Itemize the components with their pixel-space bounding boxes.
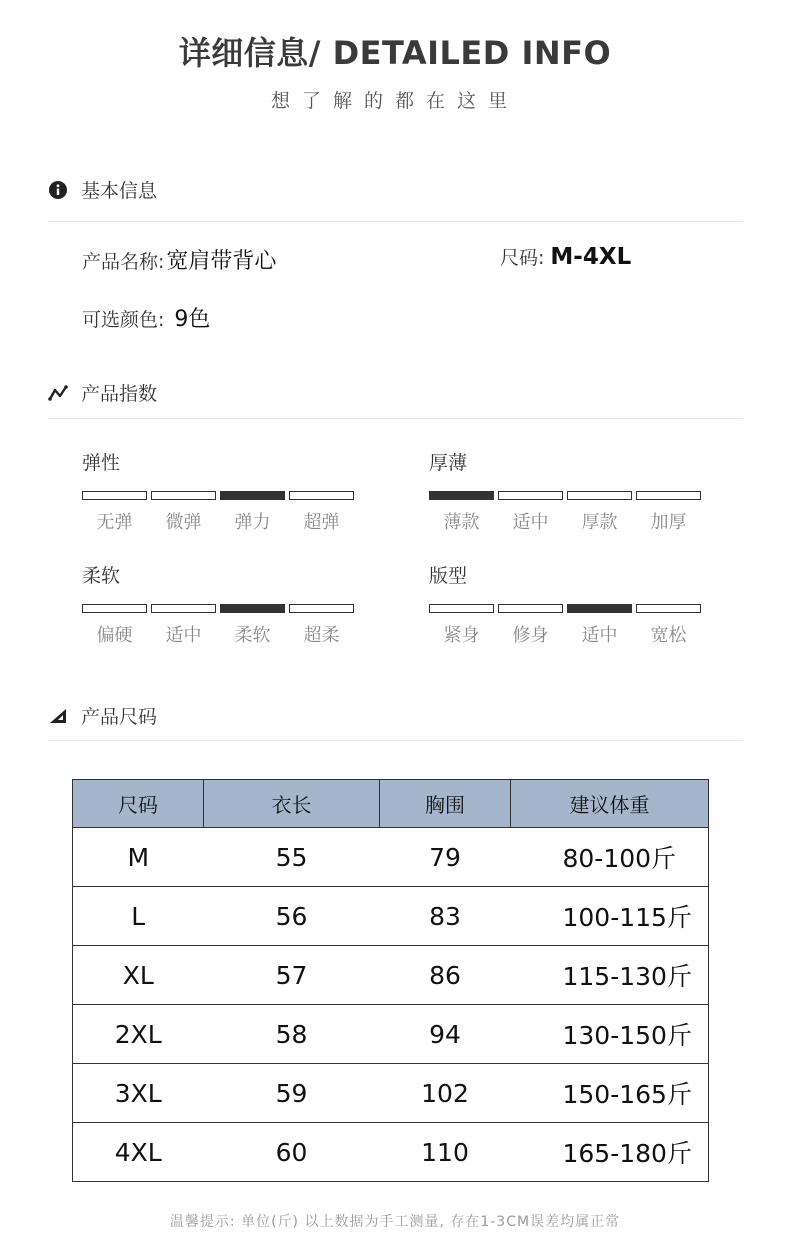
index-option-label: 紧身: [443, 625, 480, 646]
table-row: [73, 946, 709, 1005]
size-table: [72, 779, 709, 1182]
basic-info-heading-text: 基本信息: [81, 180, 158, 202]
index-option-label: 适中: [581, 625, 618, 646]
cell-chest: 94: [380, 1005, 511, 1064]
index-segment: [289, 604, 354, 613]
index-segment: [636, 604, 701, 613]
size-range-row: [500, 243, 631, 270]
index-group: [82, 561, 354, 647]
index-segment-selected: [567, 604, 632, 613]
index-option-label: 加厚: [650, 512, 687, 533]
index-group: [82, 448, 354, 534]
cell-length: 58: [204, 1005, 380, 1064]
cell-chest: 79: [380, 828, 511, 887]
index-option-label: 修身: [512, 625, 549, 646]
index-segment: [151, 491, 216, 500]
index-segment: [151, 604, 216, 613]
index-segment: [429, 604, 494, 613]
cell-weight: 165-180斤: [511, 1123, 709, 1182]
size-heading: [48, 702, 157, 729]
cell-weight: 150-165斤: [511, 1064, 709, 1123]
triangle-ruler-icon: [48, 706, 68, 726]
index-option-labels: [429, 621, 701, 647]
cell-size: L: [73, 887, 204, 946]
index-group-label: 柔软: [82, 565, 121, 587]
table-row: [73, 1123, 709, 1182]
cell-weight: 115-130斤: [511, 946, 709, 1005]
cell-length: 59: [204, 1064, 380, 1123]
index-option-labels: [82, 621, 354, 647]
size-range-label: 尺码:: [500, 247, 545, 269]
cell-weight: 80-100斤: [511, 828, 709, 887]
page-subtitle: 想了解的都在这里: [270, 90, 519, 112]
index-group: [429, 448, 701, 534]
size-table-header: [73, 780, 709, 828]
col-header-size: 尺码: [73, 780, 204, 828]
divider: [48, 418, 743, 419]
index-group-label: 版型: [429, 565, 468, 587]
index-heading: [48, 379, 157, 406]
index-segment: [567, 491, 632, 500]
col-header-length: 衣长: [204, 780, 380, 828]
col-header-weight: 建议体重: [511, 780, 709, 828]
cell-chest: 86: [380, 946, 511, 1005]
index-option-label: 超柔: [303, 625, 340, 646]
cell-size: 4XL: [73, 1123, 204, 1182]
cell-size: XL: [73, 946, 204, 1005]
trend-line-icon: [48, 383, 68, 403]
index-group: [429, 561, 701, 647]
colors-label: 可选颜色:: [82, 309, 165, 331]
cell-length: 57: [204, 946, 380, 1005]
index-option-label: 薄款: [443, 512, 480, 533]
cell-size: 2XL: [73, 1005, 204, 1064]
index-segment: [636, 491, 701, 500]
index-option-label: 厚款: [581, 512, 618, 533]
index-group-label: 弹性: [82, 452, 121, 474]
index-scale-bar: [82, 491, 354, 500]
cell-length: 60: [204, 1123, 380, 1182]
footer-note: 温馨提示: 单位(斤) 以上数据为手工测量, 存在1-3CM误差均属正常: [169, 1214, 621, 1230]
cell-weight: 130-150斤: [511, 1005, 709, 1064]
index-scale-bar: [429, 491, 701, 500]
index-option-label: 无弹: [96, 512, 133, 533]
info-circle-icon: [48, 180, 68, 200]
index-segment-selected: [220, 604, 285, 613]
index-option-label: 柔软: [234, 625, 271, 646]
divider: [48, 740, 743, 741]
col-header-chest: 胸围: [380, 780, 511, 828]
index-option-label: 弹力: [234, 512, 271, 533]
table-row: [73, 887, 709, 946]
index-option-label: 适中: [165, 625, 202, 646]
index-segment: [498, 491, 563, 500]
colors-value: 9色: [174, 307, 211, 332]
page-title: 详细信息/ DETAILED INFO: [178, 34, 612, 72]
colors-row: [82, 302, 210, 333]
product-name-value: 宽肩带背心: [166, 249, 277, 274]
cell-size: M: [73, 828, 204, 887]
index-segment: [498, 604, 563, 613]
index-segment-selected: [429, 491, 494, 500]
cell-size: 3XL: [73, 1064, 204, 1123]
cell-weight: 100-115斤: [511, 887, 709, 946]
cell-chest: 83: [380, 887, 511, 946]
cell-chest: 110: [380, 1123, 511, 1182]
table-row: [73, 1005, 709, 1064]
table-row: [73, 828, 709, 887]
index-option-label: 适中: [512, 512, 549, 533]
index-option-labels: [82, 508, 354, 534]
index-heading-text: 产品指数: [81, 383, 158, 405]
index-segment: [82, 491, 147, 500]
index-segment-selected: [220, 491, 285, 500]
index-option-label: 微弹: [165, 512, 202, 533]
basic-info-heading: [48, 176, 157, 203]
index-scale-bar: [82, 604, 354, 613]
index-scale-bar: [429, 604, 701, 613]
index-option-label: 偏硬: [96, 625, 133, 646]
index-option-label: 超弹: [303, 512, 340, 533]
size-range-value: M-4XL: [550, 244, 632, 270]
cell-chest: 102: [380, 1064, 511, 1123]
cell-length: 56: [204, 887, 380, 946]
cell-length: 55: [204, 828, 380, 887]
index-group-label: 厚薄: [429, 452, 468, 474]
index-option-labels: [429, 508, 701, 534]
index-option-label: 宽松: [650, 625, 687, 646]
product-name-label: 产品名称:: [82, 251, 165, 273]
size-heading-text: 产品尺码: [81, 706, 158, 728]
index-segment: [82, 604, 147, 613]
index-segment: [289, 491, 354, 500]
product-name-row: [82, 244, 276, 275]
table-row: [73, 1064, 709, 1123]
divider: [48, 221, 743, 222]
